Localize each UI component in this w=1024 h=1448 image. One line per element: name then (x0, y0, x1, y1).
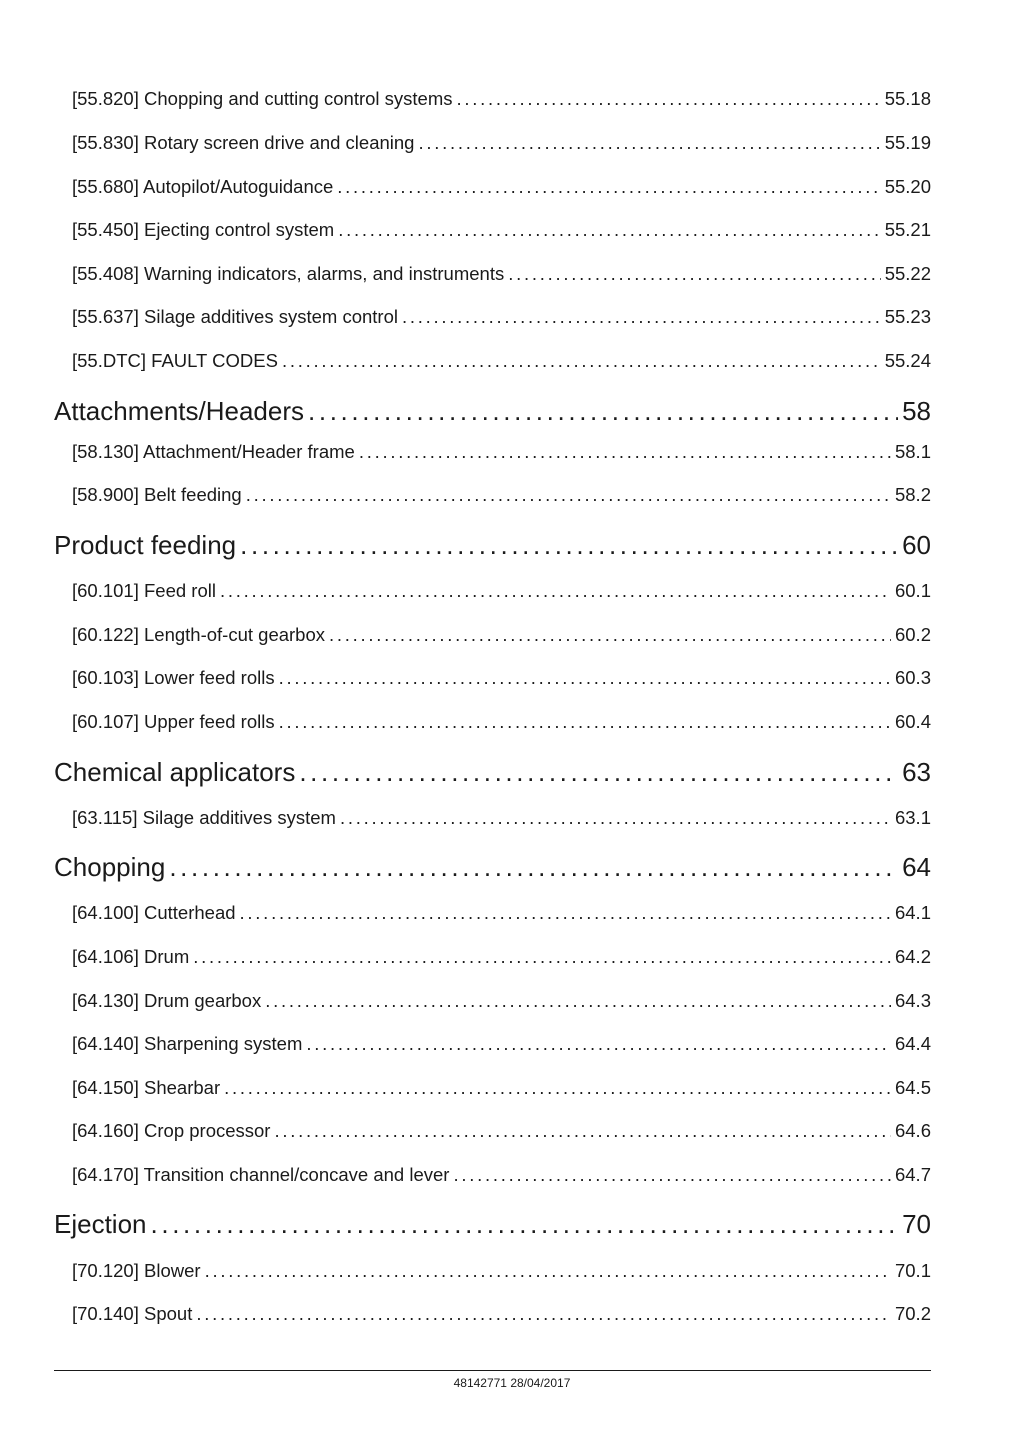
dot-leader (246, 484, 891, 506)
toc-entry-title: [70.120] Blower (72, 1260, 201, 1281)
dot-leader (359, 441, 891, 463)
dot-leader (306, 1033, 891, 1055)
dot-leader (457, 88, 881, 110)
toc-entry-title: [55.820] Chopping and cutting control systems (72, 88, 453, 109)
dot-leader (279, 711, 891, 733)
toc-entry-page-number: 70.1 (894, 1260, 931, 1281)
dot-leader (169, 852, 898, 883)
toc-entry-page-number: 58.2 (894, 484, 931, 505)
dot-leader (338, 219, 880, 241)
toc-entry[interactable] (72, 1033, 931, 1057)
toc-entry-page-number: 60.3 (894, 667, 931, 688)
toc-entry-title: [55.450] Ejecting control system (72, 219, 335, 240)
toc-entry[interactable] (72, 624, 931, 648)
toc-entry-page-number: 64.7 (894, 1164, 931, 1185)
toc-entry-title: [64.140] Sharpening system (72, 1033, 303, 1054)
toc-entry-title: [58.900] Belt feeding (72, 484, 242, 505)
toc-entry-page-number: 60.1 (894, 580, 931, 601)
toc-entry-title: [55.408] Warning indicators, alarms, and instruments (72, 263, 505, 284)
toc-entry-title: Chopping (54, 852, 166, 882)
toc-entry[interactable] (72, 1120, 931, 1144)
dot-leader (418, 132, 880, 154)
toc-entry[interactable] (72, 306, 931, 330)
toc-entry-title: Ejection (54, 1209, 147, 1239)
toc-entry[interactable] (72, 350, 931, 374)
dot-leader (196, 1303, 891, 1325)
toc-entry[interactable] (72, 711, 931, 735)
toc-entry-title: [60.107] Upper feed rolls (72, 711, 275, 732)
toc-section-entry[interactable] (54, 530, 931, 562)
toc-entry-page-number: 64.3 (894, 990, 931, 1011)
dot-leader (240, 530, 898, 561)
toc-entry-title: [60.103] Lower feed rolls (72, 667, 275, 688)
dot-leader (205, 1260, 891, 1282)
dot-leader (308, 396, 898, 427)
dot-leader (282, 350, 881, 372)
dot-leader (508, 263, 880, 285)
toc-entry-page-number: 58 (902, 396, 931, 426)
toc-entry-page-number: 58.1 (894, 441, 931, 462)
toc-entry-title: [64.160] Crop processor (72, 1120, 271, 1141)
toc-entry[interactable] (72, 946, 931, 970)
toc-entry-page-number: 55.24 (884, 350, 931, 371)
toc-entry-title: Product feeding (54, 530, 237, 560)
toc-entry-title: [60.122] Length-of-cut gearbox (72, 624, 326, 645)
toc-entry[interactable] (72, 667, 931, 691)
dot-leader (337, 176, 880, 198)
dot-leader (402, 306, 881, 328)
toc-entry-title: [55.DTC] FAULT CODES (72, 350, 278, 371)
toc-entry-page-number: 55.21 (884, 219, 931, 240)
footer-document-id: 48142771 28/04/2017 (453, 1376, 571, 1390)
toc-entry-page-number: 55.22 (884, 263, 931, 284)
toc-entry-page-number: 64 (902, 852, 931, 882)
toc-section-entry[interactable] (54, 757, 931, 789)
toc-entry[interactable] (72, 484, 931, 508)
toc-section-entry[interactable] (54, 396, 931, 428)
toc-entry[interactable] (72, 441, 931, 465)
toc-entry-title: Attachments/Headers (54, 396, 305, 426)
toc-entry[interactable] (72, 132, 931, 156)
toc-entry-page-number: 64.5 (894, 1077, 931, 1098)
toc-entry-title: [70.140] Spout (72, 1303, 193, 1324)
toc-entry-page-number: 70.2 (894, 1303, 931, 1324)
toc-entry[interactable] (72, 176, 931, 200)
toc-entry[interactable] (72, 219, 931, 243)
toc-entry-title: [64.130] Drum gearbox (72, 990, 262, 1011)
toc-entry-page-number: 63 (902, 757, 931, 787)
toc-entry-title: [64.100] Cutterhead (72, 902, 236, 923)
dot-leader (220, 580, 891, 602)
toc-entry-page-number: 60 (902, 530, 931, 560)
toc-entry[interactable] (72, 580, 931, 604)
toc-entry[interactable] (72, 1260, 931, 1284)
dot-leader (240, 902, 891, 924)
toc-entry[interactable] (72, 902, 931, 926)
toc-entry[interactable] (72, 1077, 931, 1101)
dot-leader (274, 1120, 891, 1142)
toc-entry-title: [55.680] Autopilot/Autoguidance (72, 176, 334, 197)
toc-section-entry[interactable] (54, 1209, 931, 1241)
toc-entry[interactable] (72, 990, 931, 1014)
toc-entry-page-number: 70 (902, 1209, 931, 1239)
toc-entry[interactable] (72, 88, 931, 112)
toc-entry-page-number: 55.18 (884, 88, 931, 109)
dot-leader (265, 990, 891, 1012)
toc-entry-title: [55.830] Rotary screen drive and cleaning (72, 132, 415, 153)
toc-entry-title: [63.115] Silage additives system (72, 807, 336, 828)
toc-entry-page-number: 55.23 (884, 306, 931, 327)
toc-entry-page-number: 64.1 (894, 902, 931, 923)
toc-entry-title: [60.101] Feed roll (72, 580, 216, 601)
footer-divider (54, 1370, 931, 1371)
toc-entry-title: [64.170] Transition channel/concave and lever (72, 1164, 450, 1185)
toc-entry-page-number: 64.2 (894, 946, 931, 967)
dot-leader (193, 946, 891, 968)
dot-leader (340, 807, 891, 829)
toc-entry[interactable] (72, 1164, 931, 1188)
toc-entry[interactable] (72, 807, 931, 831)
dot-leader (299, 757, 898, 788)
toc-entry-title: [58.130] Attachment/Header frame (72, 441, 355, 462)
dot-leader (151, 1209, 899, 1240)
toc-entry-page-number: 64.4 (894, 1033, 931, 1054)
toc-entry-title: Chemical applicators (54, 757, 296, 787)
dot-leader (453, 1164, 891, 1186)
dot-leader (279, 667, 891, 689)
toc-entry-title: [55.637] Silage additives system control (72, 306, 398, 327)
toc-entry-page-number: 55.19 (884, 132, 931, 153)
toc-entry-page-number: 55.20 (884, 176, 931, 197)
toc-entry-title: [64.106] Drum (72, 946, 190, 967)
dot-leader (224, 1077, 891, 1099)
toc-entry-title: [64.150] Shearbar (72, 1077, 221, 1098)
toc-entry-page-number: 64.6 (894, 1120, 931, 1141)
toc-entry-page-number: 60.4 (894, 711, 931, 732)
toc-entry-page-number: 63.1 (894, 807, 931, 828)
toc-entry-page-number: 60.2 (894, 624, 931, 645)
dot-leader (329, 624, 891, 646)
toc-entry[interactable] (72, 263, 931, 287)
toc-section-entry[interactable] (54, 852, 931, 884)
toc-entry[interactable] (72, 1303, 931, 1327)
